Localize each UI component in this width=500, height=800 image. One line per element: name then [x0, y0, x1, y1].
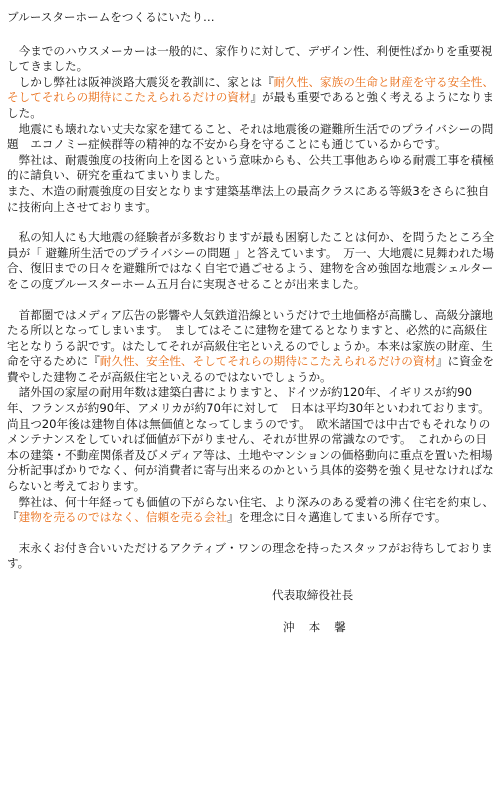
- text-segment: 私の知人にも大地震の経験者が多数おりますが最も困窮したことは何か、を問うたところ全員が「 避難所生活でのプライバシーの問題 」と答えています。 万一、大地震に見舞われた場合、復旧までの日々を避難所ではなく自宅で過ごせるよう、建物を含め強固な地震シェルターをこの度ブルースターホーム五月台に実現させることが出来ました。: [7, 230, 495, 291]
- text-segment: 』を理念に日々邁進してまいる所存です。: [227, 510, 447, 525]
- highlighted-phrase: 耐久性、家族の生命と財産を守る安全性、そしてそれらの期待にこたえられるだけの資材: [7, 74, 494, 105]
- paragraph: [7, 44, 494, 75]
- text-segment: また、木造の耐震強度の目安となります建築基準法上の最高クラスにある等級3をさらに独自に技術向上させております。: [7, 183, 490, 214]
- paragraph: [7, 308, 494, 386]
- paragraph: [7, 385, 494, 494]
- paragraph-gap: [7, 526, 494, 541]
- signature-name: 沖本馨: [283, 619, 360, 634]
- text-segment: しかし弊社は阪神淡路大震災を教訓に、家とは『: [7, 74, 274, 89]
- text-segment: 首都圏ではメディア広告の影響や人気鉄道沿線というだけで土地価格が高騰し、高級分譲地たる所以となってしまいます。 ましてはそこに建物を建てるとなりますと、必然的に高級住宅となりうる訳です。はたしてそれが高級住宅といえるのでしょうか。本来は家族の財産、生命を守るために『: [7, 307, 494, 369]
- paragraph: [7, 230, 494, 292]
- text-segment: 今までのハウスメーカーは一般的に、家作りに対して、デザイン性、利便性ばかりを重要視してきました。: [7, 43, 493, 74]
- text-segment: 弊社は、何十年経っても価値の下がらない住宅、より深みのある愛着の沸く住宅を約束し、『: [7, 494, 494, 525]
- document-title: ブルースターホームをつくるにいたり…: [7, 10, 215, 24]
- text-segment: 』に資金を費やした建物こそが高級住宅といえるのではないでしょうか。: [7, 354, 494, 384]
- signature-title: 代表取締役社長: [272, 588, 354, 602]
- highlighted-phrase: 耐久性、安全性、そしてそれらの期待にこたえられるだけの資材: [99, 354, 436, 369]
- document-body: [7, 44, 494, 572]
- paragraph: [7, 75, 494, 122]
- paragraph: [7, 153, 494, 184]
- text-segment: 地震にも壊れない丈夫な家を建てること、それは地震後の避難所生活でのプライバシーの問題 エコノミー症候群等の精神的な不安から身を守ることにも通じているからです。: [7, 121, 494, 152]
- paragraph: [7, 184, 494, 215]
- highlighted-phrase: 建物を売るのではなく、信頼を売る会社: [18, 510, 228, 525]
- paragraph: [7, 495, 494, 526]
- paragraph-gap: [7, 293, 494, 308]
- text-segment: 弊社は、耐震強度の技術向上を図るという意味からも、公共工事他あらゆる耐震工事を積極的に請負い、研究を重ねてまいりました。: [7, 152, 494, 183]
- text-segment: 』が最も重要であると強く考えるようになりました。: [7, 90, 494, 120]
- paragraph: [7, 122, 494, 153]
- paragraph: [7, 541, 494, 572]
- signature-block: [7, 588, 494, 635]
- paragraph-gap: [7, 215, 494, 230]
- text-segment: 末永くお付き合いいただけるアクティブ・ワンの理念を持ったスタッフがお待ちしております。: [7, 540, 493, 571]
- text-segment: 諸外国の家屋の耐用年数は建築白書によりますと、ドイツが約120年、イギリスが約90年、フランスが約90年、アメリカが約70年に対して 日本は平均30年といわれております。 尚且つ20年後は建物自体は無価値となってしまうのです。 欧米諸国では中古でもそれなりのメンテナンスをしていれば価値が下がりません、それが世界の常識なのです。 これからの日本の建築・不動産関係者及びメディア等は、土地やマンションの価格動向に重点を置いた相場分析記事ばかりでなく、何が消費者に寄与出来るのかという具体的姿勢を強く見せなければならないと考えております。: [7, 385, 496, 494]
